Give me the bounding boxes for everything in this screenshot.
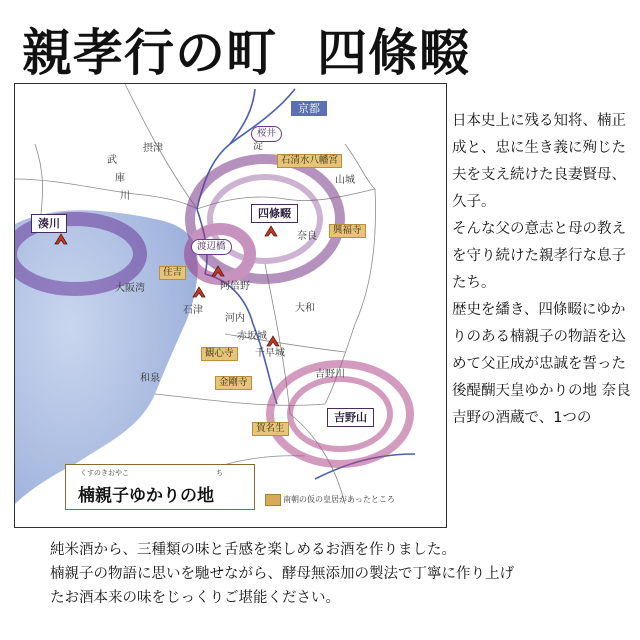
label-abeno: 阿倍野 <box>220 281 250 292</box>
badge-iwashimizu: 石清水八幡宮 <box>277 154 342 168</box>
label-sakai: 石津 <box>183 305 203 316</box>
legend <box>65 464 255 510</box>
label-yodo: 淀 <box>253 141 263 152</box>
bottom-line-2: 楠親子の物語に思いを馳せながら、酵母無添加の製法で丁寧に作り上げ <box>50 566 514 582</box>
label-akasaka: 赤坂城 <box>237 331 267 342</box>
side-description <box>452 108 632 432</box>
badge-minatogawa: 湊川 <box>31 214 67 233</box>
bottom-line-1: 純米酒から、三種類の味と舌感を楽しめるお酒を作りました。 <box>50 542 456 558</box>
badge-yoshinoyama: 吉野山 <box>327 408 374 427</box>
label-musashi: 武 <box>107 155 117 166</box>
side-paragraph-1: 日本史上に残る知将、楠正成と、忠に生き義に殉じた夫を支え続けた良妻賢母、久子。 <box>452 113 626 210</box>
side-paragraph-2: そんな父の意志と母の教えを守り続けた親孝行な息子たち。 <box>452 221 626 291</box>
badge-kohoji: 興福寺 <box>329 224 366 238</box>
label-chihaya: 千早城 <box>255 348 285 359</box>
legend-ruby-left: くすのきおやこ <box>80 469 129 477</box>
label-yamato: 大和 <box>295 303 315 314</box>
bottom-line-3: たお酒本来の味をじっくりご堪能ください。 <box>50 590 340 606</box>
legend-title: 楠親子ゆかりの地 <box>78 486 214 506</box>
label-kawa: 川 <box>120 191 130 202</box>
label-nara: 奈良 <box>297 231 317 242</box>
title-part1: 親孝行の町 <box>22 23 277 82</box>
historical-map <box>14 83 447 528</box>
legend-note: 南朝の仮の皇居があったところ <box>283 495 395 504</box>
map-graphic <box>15 84 447 528</box>
label-izumi: 和泉 <box>140 373 160 384</box>
legend-gold-swatch <box>265 494 281 506</box>
bottom-description <box>50 538 640 610</box>
osaka-bay-sea <box>15 210 198 504</box>
badge-ganojo: 賀名生 <box>252 422 289 436</box>
badge-watanabebashi: 渡辺橋 <box>191 239 232 255</box>
label-osakawan: 大阪湾 <box>115 283 145 294</box>
legend-ruby-right: ち <box>216 469 223 477</box>
label-settsu: 摂津 <box>143 143 163 154</box>
badge-kongoji: 金剛寺 <box>215 376 252 390</box>
title-part2: 四條畷 <box>317 23 470 82</box>
label-yamashiro: 山城 <box>335 175 355 186</box>
label-kura: 庫 <box>115 173 125 184</box>
badge-kanshinji: 観心寺 <box>201 347 238 361</box>
page-title <box>22 18 622 88</box>
badge-kyoto: 京都 <box>291 101 327 116</box>
badge-sakurai: 桜井 <box>251 126 282 142</box>
side-paragraph-3: 歴史を繙き、四條畷にゆかりのある楠親子の物語を込めて父正成が忠誠を誓った後醍醐天皇ゆかりの地 奈良吉野の酒蔵で、1つの <box>452 302 631 426</box>
label-yoshinogawa: 吉野川 <box>315 369 345 380</box>
label-kawachi: 河内 <box>225 313 245 324</box>
badge-shijonawate: 四條畷 <box>251 204 298 223</box>
badge-sumiyoshi: 住吉 <box>159 266 186 280</box>
battle-marker-shijonawate <box>265 226 277 236</box>
